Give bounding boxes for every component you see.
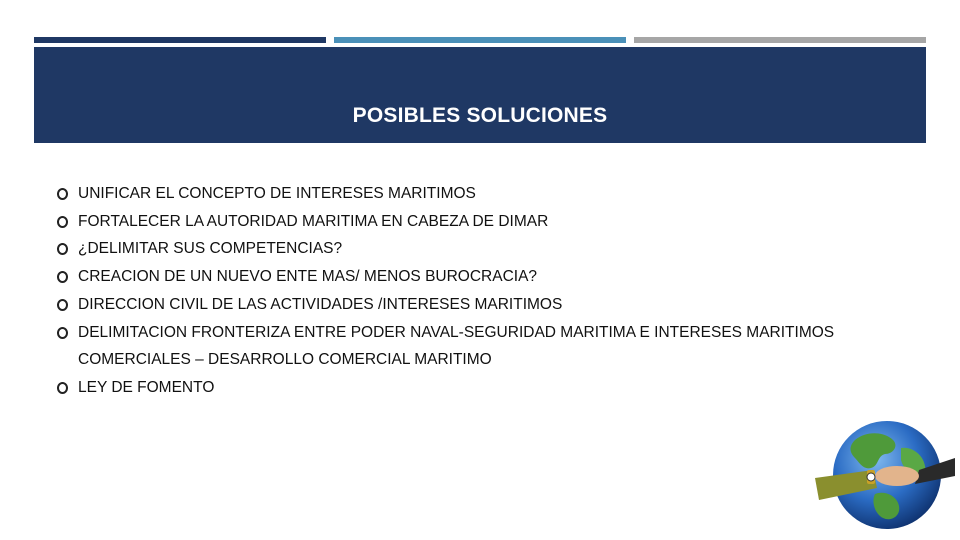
accent-bar-dark-blue xyxy=(34,37,326,43)
bullet-item xyxy=(57,374,887,402)
bullet-item xyxy=(57,180,887,208)
bullet-circle-icon xyxy=(57,299,68,311)
bullet-item xyxy=(57,291,887,319)
bullet-text: DELIMITACION FRONTERIZA ENTRE PODER NAVAL-SEGURIDAD MARITIMA E INTERESES MARITIMOS COMERCIALES – DESARROLLO COMERCIAL MARITIMO xyxy=(78,323,835,369)
bullet-circle-icon xyxy=(57,271,68,283)
bullet-item xyxy=(57,319,887,374)
bullet-text: DIRECCION CIVIL DE LAS ACTIVIDADES /INTERESES MARITIMOS xyxy=(78,295,563,313)
bullet-text: CREACION DE UN NUEVO ENTE MAS/ MENOS BUROCRACIA? xyxy=(78,268,538,286)
bullet-circle-icon xyxy=(57,243,68,255)
accent-bar-gray xyxy=(634,37,926,43)
bullet-circle-icon xyxy=(57,216,68,228)
handshake xyxy=(875,466,919,486)
bullet-text: UNIFICAR EL CONCEPTO DE INTERESES MARITIMOS xyxy=(78,185,476,202)
bullet-list xyxy=(57,180,887,402)
globe-handshake-icon xyxy=(815,418,955,533)
slide-title: POSIBLES SOLUCIONES xyxy=(352,104,608,127)
accent-bar-light-blue xyxy=(334,37,626,43)
bullet-item xyxy=(57,235,887,263)
bullet-circle-icon xyxy=(57,188,68,200)
title-band xyxy=(34,47,926,143)
bullet-circle-icon xyxy=(57,327,68,339)
bullet-text: FORTALECER LA AUTORIDAD MARITIMA EN CABEZA DE DIMAR xyxy=(78,212,549,230)
bullet-text: LEY DE FOMENTO xyxy=(78,378,215,396)
watch-face xyxy=(867,473,875,481)
bullet-item xyxy=(57,263,887,291)
bullet-item xyxy=(57,208,887,236)
bullet-circle-icon xyxy=(57,382,68,394)
bullet-text: ¿DELIMITAR SUS COMPETENCIAS? xyxy=(78,240,343,258)
